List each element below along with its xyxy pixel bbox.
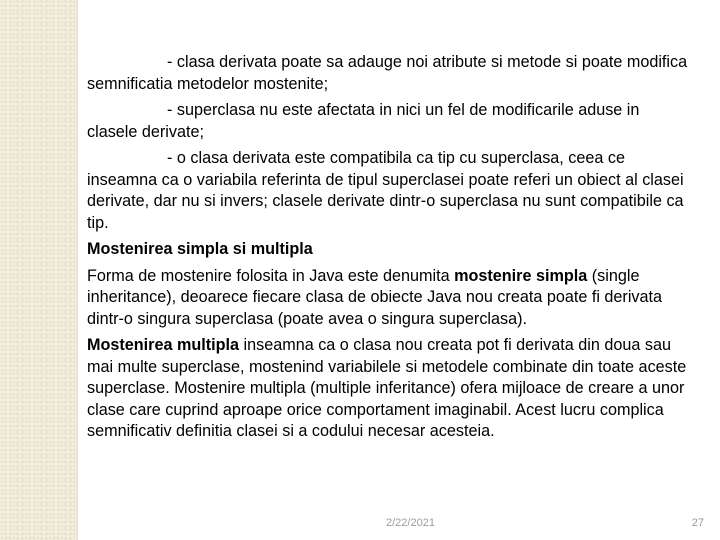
slide-content xyxy=(87,52,692,448)
slide-number: 27 xyxy=(691,517,704,529)
paragraph-single-inheritance: Forma de mostenire folosita in Java este denumita mostenire simpla (single inheritance), deoarece fiecare clasa de obiecte Java nou creata poate fi derivata dintr-o singura superclasa (poate avea o singura superclasa). xyxy=(87,266,663,328)
section-heading: Mostenirea simpla si multipla xyxy=(87,240,313,258)
footer-date: 2/22/2021 xyxy=(386,517,435,529)
paragraph-multiple-inheritance: Mostenirea multipla inseamna ca o clasa nou creata pot fi derivata din doua sau mai multe superclase, mostenind variabilele si metodele combinate din toate aceste superclase. Mostenire multipla (multiple inferitance) ofera mijloace de creare a unor clase care cuprind aproape orice comportament imaginabil. Acest lucru complica semnificativ definitia clasei si a codului necesar acesteia. xyxy=(87,336,687,440)
decorative-side-band xyxy=(0,0,78,540)
bullet-derived-class-adds: - clasa derivata poate sa adauge noi atribute si metode si poate modifica semnificatia metodelor mostenite; xyxy=(87,53,688,93)
bullet-superclass-unaffected: - superclasa nu este afectata in nici un fel de modificarile aduse in clasele derivate; xyxy=(87,101,640,141)
bullet-type-compatibility: - o clasa derivata este compatibila ca tip cu superclasa, ceea ce inseamna ca o variabila referinta de tipul superclasei poate referi un obiect al clasei derivate, dar nu si invers; clasele derivate dintr-o superclasa nu sunt compatibile ca tip. xyxy=(87,149,684,232)
